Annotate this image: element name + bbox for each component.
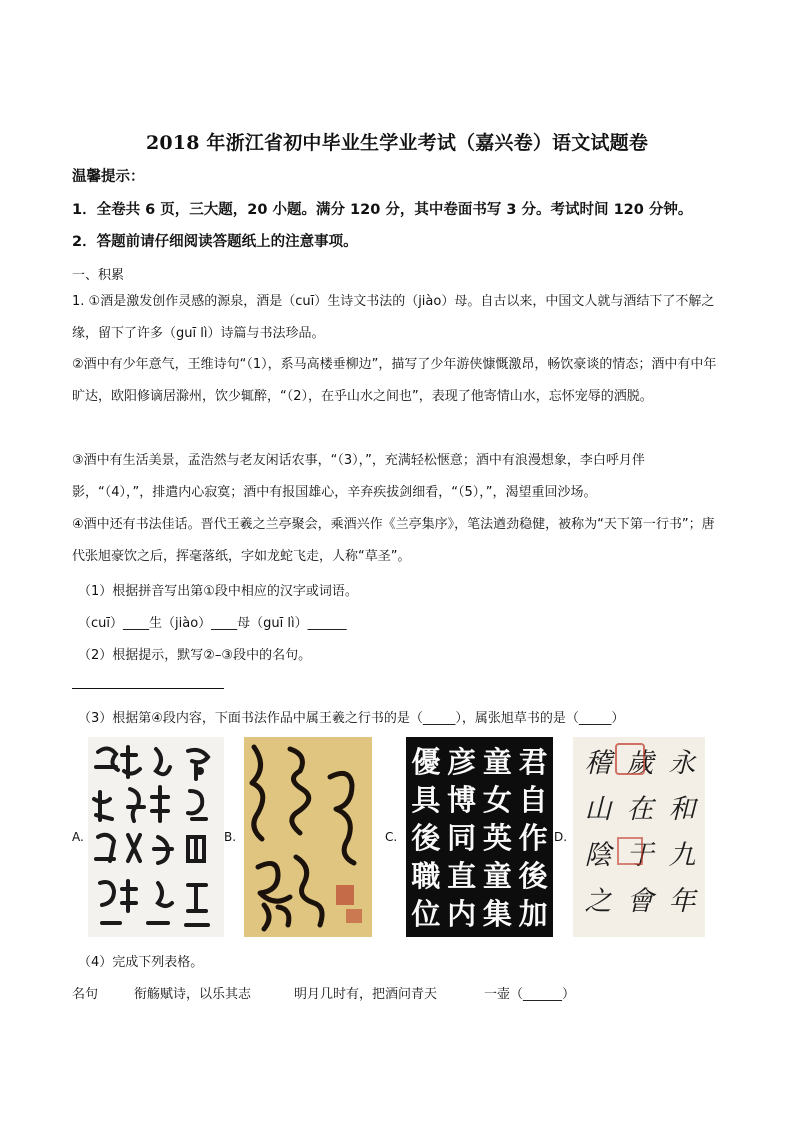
rubbing-glyph: 同 [447, 821, 477, 855]
running-script-glyph: 山 [584, 794, 612, 825]
rubbing-glyph: 童 [482, 745, 512, 779]
running-script-glyph: 年 [668, 886, 696, 917]
rubbing-glyph: 彦 [447, 745, 477, 779]
q1-paragraph-2: ②酒中有少年意气，王维诗句“（1），系马高楼垂柳边”，描写了少年游侠慷慨激昂，畅饮豪谈的情态；酒中有中年旷达，欧阳修谪居滁州，饮少辄醉，“（2），在乎山水之间也”，表现了他寄情山水，忘怀宠辱的洒脱。 [72, 357, 717, 404]
tips-heading: 温馨提示： [72, 169, 145, 185]
rubbing-glyph: 内 [447, 897, 477, 931]
calligraphy-image-d [573, 737, 705, 937]
rubbing-glyph: 作 [518, 821, 548, 855]
rubbing-glyph: 具 [411, 783, 441, 817]
rubbing-glyph: 後 [411, 821, 441, 855]
table-cell-1: 衔觞赋诗，以乐其志 [134, 987, 252, 1002]
sub4-prompt: （4）完成下列表格。 [78, 955, 204, 970]
running-script-glyph: 歲 [626, 748, 654, 779]
tips-item-1: 1．全卷共 6 页，三大题，20 小题。满分 120 分，其中卷面书写 3 分。考试时间 120 分钟。 [72, 202, 693, 218]
cursive-script-glyphs [244, 737, 372, 937]
rubbing-glyph: 直 [447, 859, 477, 893]
option-a-label: A. [72, 830, 84, 844]
running-script-glyph: 會 [626, 886, 654, 917]
rubbing-glyph: 童 [482, 859, 512, 893]
running-script-glyph: 于 [626, 840, 654, 871]
rubbing-glyph: 後 [518, 859, 548, 893]
running-script-glyph: 陰 [584, 840, 612, 871]
seal-script-glyphs [88, 737, 224, 937]
rubbing-glyph: 君 [518, 745, 548, 779]
table-cell-2: 明月几时有，把酒问青天 [294, 987, 438, 1002]
table-cell-3[interactable]: 一壶（______） [484, 987, 576, 1002]
rubbing-glyph: 優 [411, 745, 441, 779]
option-b-label: B. [224, 830, 237, 844]
seal-stamp [615, 743, 645, 775]
option-c-label: C. [385, 830, 398, 844]
option-d-label: D. [554, 830, 568, 844]
q1-paragraph-1: 1. ①酒是激发创作灵感的源泉，酒是（cuī）生诗文书法的（jiào）母。自古以来，中国文人就与酒结下了不解之缘，留下了许多（guī lì）诗篇与书法珍品。 [72, 294, 715, 341]
running-script-glyph: 稽 [584, 748, 612, 779]
rubbing-glyph: 自 [518, 783, 548, 817]
sub1-prompt: （1）根据拼音写出第①段中相应的汉字或词语。 [78, 584, 358, 599]
sub1-answer[interactable]: （cuī）____生（jiào）____母（guī lì）______ [78, 616, 347, 631]
sub3-prompt: （3）根据第④段内容，下面书法作品中属王羲之行书的是（_____），属张旭草书的是（_____） [78, 711, 625, 726]
running-script-glyph: 九 [668, 840, 696, 871]
calligraphy-image-b [244, 737, 372, 937]
running-script-glyph: 在 [626, 794, 654, 825]
rubbing-glyph: 博 [447, 783, 477, 817]
answer-line[interactable] [72, 688, 224, 689]
rubbing-glyph: 英 [482, 821, 512, 855]
section-heading: 一、积累 [72, 268, 125, 283]
rubbing-glyph: 職 [411, 859, 441, 893]
rubbing-glyph: 集 [482, 897, 512, 931]
page-title: 2018 年浙江省初中毕业生学业考试（嘉兴卷）语文试题卷 [145, 132, 649, 154]
q1-paragraph-3: ③酒中有生活美景，孟浩然与老友闲话农事，“（3），”，充满轻松惬意；酒中有浪漫想象，李白呼月伴影，“（4），”，排遣内心寂寞；酒中有报国雄心，辛弃疾拔剑细看，“（5），”，渴望重回沙场。 [72, 453, 645, 500]
running-script-glyph: 永 [668, 748, 696, 779]
rubbing-glyph: 位 [411, 897, 441, 931]
tips-item-2: 2．答题前请仔细阅读答题纸上的注意事项。 [72, 234, 358, 250]
calligraphy-image-a [88, 737, 224, 937]
rubbing-glyph: 加 [518, 897, 548, 931]
seal-stamp [617, 837, 643, 865]
table-row-label: 名句 [72, 987, 99, 1002]
q1-paragraph-4: ④酒中还有书法佳话。晋代王羲之兰亭聚会，乘酒兴作《兰亭集序》，笔法遒劲稳健，被称为“天下第一行书”；唐代张旭豪饮之后，挥毫落纸，字如龙蛇飞走，人称“草圣”。 [72, 517, 715, 564]
running-script-glyph: 和 [668, 794, 696, 825]
calligraphy-image-c [406, 737, 553, 937]
rubbing-glyph: 女 [482, 783, 512, 817]
sub2-prompt: （2）根据提示，默写②–③段中的名句。 [78, 648, 312, 663]
running-script-glyph: 之 [584, 886, 612, 917]
